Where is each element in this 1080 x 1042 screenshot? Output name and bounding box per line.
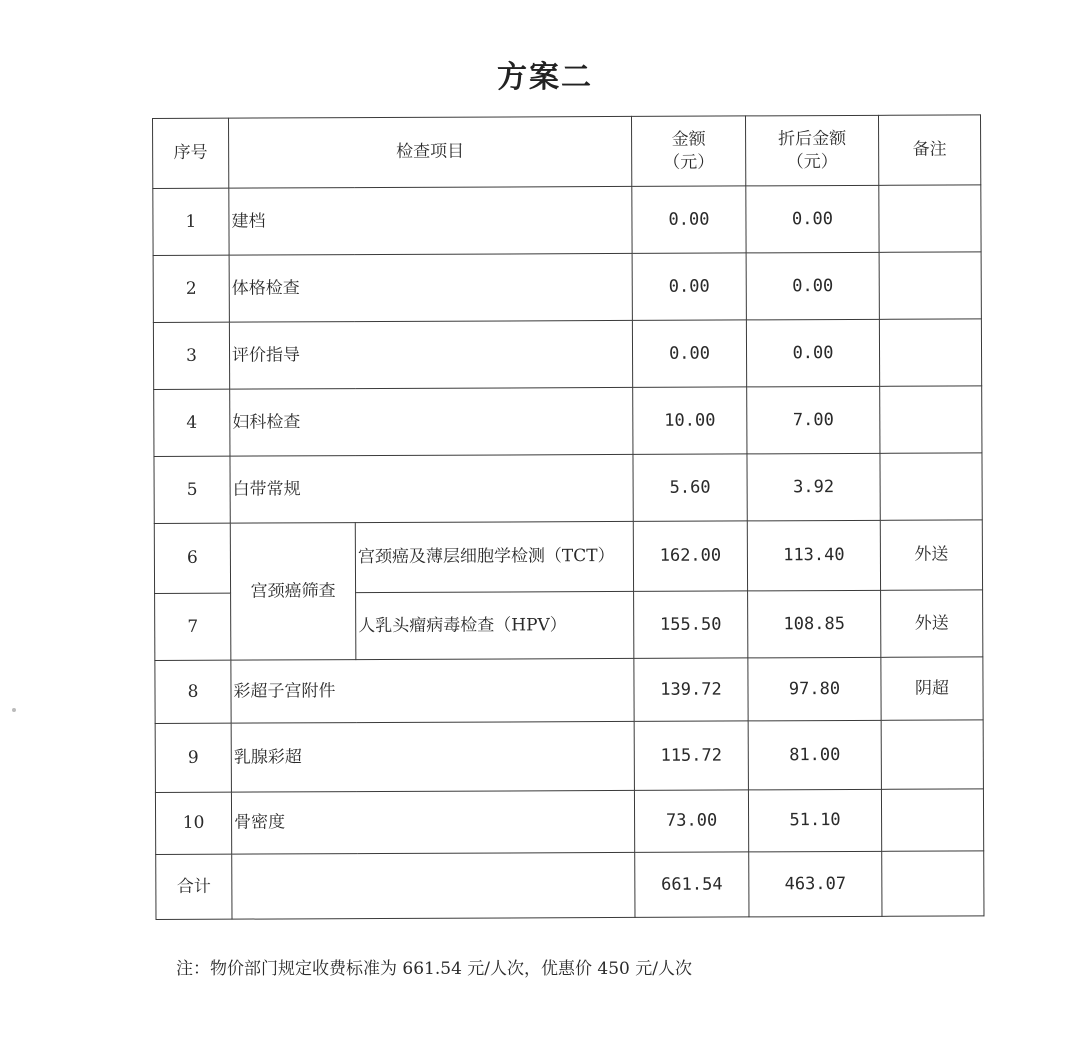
row-item: 妇科检查 xyxy=(230,388,633,457)
header-amount-line2: （元） xyxy=(663,152,715,173)
row-seq: 8 xyxy=(155,660,231,723)
header-discount-line2: （元） xyxy=(786,151,838,172)
total-item-empty xyxy=(232,852,635,919)
table-row xyxy=(153,319,981,390)
row-seq: 6 xyxy=(154,524,230,593)
table-row xyxy=(154,520,982,593)
row-discount: 81.00 xyxy=(748,720,881,790)
row-amount: 5.60 xyxy=(633,454,747,522)
table-row xyxy=(155,657,983,724)
row-item: 宫颈癌及薄层细胞学检测（TCT） xyxy=(355,522,633,592)
row-item: 彩超子宫附件 xyxy=(231,658,634,723)
row-amount: 10.00 xyxy=(633,387,747,455)
table-row xyxy=(155,789,983,855)
row-remark xyxy=(879,185,981,253)
scan-speck xyxy=(12,708,16,712)
row-amount: 0.00 xyxy=(632,320,746,388)
table-row xyxy=(154,386,982,457)
table-row xyxy=(153,185,981,256)
header-item: 检查项目 xyxy=(229,116,632,188)
row-item: 评价指导 xyxy=(229,321,632,390)
row-discount: 108.85 xyxy=(748,590,881,658)
header-amount xyxy=(631,116,745,187)
row-remark xyxy=(881,789,983,852)
row-amount: 0.00 xyxy=(632,186,746,254)
header-discount xyxy=(745,115,878,186)
total-label: 合计 xyxy=(156,854,232,919)
row-discount: 7.00 xyxy=(747,387,880,455)
row-amount: 155.50 xyxy=(634,590,748,658)
row-amount: 139.72 xyxy=(634,658,748,722)
row-amount: 0.00 xyxy=(632,253,746,321)
footnote: 注：物价部门规定收费标准为 661.54 元/人次，优惠价 450 元/人次 xyxy=(176,959,693,979)
row-item: 骨密度 xyxy=(231,790,634,854)
row-item: 人乳头瘤病毒检查（HPV） xyxy=(356,591,634,659)
row-remark xyxy=(881,720,983,790)
row-remark: 外送 xyxy=(880,520,982,590)
row-amount: 73.00 xyxy=(634,790,748,853)
row-discount: 51.10 xyxy=(748,789,881,852)
total-remark-empty xyxy=(882,851,984,917)
row-seq: 4 xyxy=(154,389,230,456)
row-remark: 阴超 xyxy=(881,657,983,721)
header-amount-line1: 金额 xyxy=(671,130,706,151)
row-seq: 3 xyxy=(153,322,229,389)
total-row xyxy=(156,851,984,920)
row-discount: 0.00 xyxy=(746,185,879,253)
row-discount: 0.00 xyxy=(746,320,879,388)
row-item: 乳腺彩超 xyxy=(231,721,634,792)
table-row xyxy=(155,720,983,793)
page-title: 方案二 xyxy=(497,60,593,95)
total-amount: 661.54 xyxy=(635,852,749,918)
group-label-cervical-screening: 宫颈癌筛查 xyxy=(230,523,356,660)
row-item: 白带常规 xyxy=(230,455,633,524)
row-amount: 115.72 xyxy=(634,721,748,791)
row-discount: 0.00 xyxy=(746,252,879,320)
table-row xyxy=(153,252,981,323)
row-seq: 5 xyxy=(154,457,230,524)
row-discount: 3.92 xyxy=(747,454,880,522)
row-remark xyxy=(879,319,981,387)
row-seq: 2 xyxy=(153,255,229,322)
row-amount: 162.00 xyxy=(633,521,747,591)
header-discount-line1: 折后金额 xyxy=(778,129,847,150)
row-seq: 1 xyxy=(153,188,229,255)
row-seq: 7 xyxy=(155,593,231,660)
row-remark: 外送 xyxy=(881,589,983,657)
header-remark: 备注 xyxy=(878,115,980,186)
row-discount: 113.40 xyxy=(747,521,880,591)
total-discount: 463.07 xyxy=(749,851,882,917)
row-seq: 10 xyxy=(155,792,231,854)
header-seq: 序号 xyxy=(153,118,229,188)
row-seq: 9 xyxy=(155,723,231,792)
row-discount: 97.80 xyxy=(748,657,881,721)
row-item: 体格检查 xyxy=(229,254,632,323)
table-header-row xyxy=(153,115,981,189)
fee-table xyxy=(152,114,984,920)
row-remark xyxy=(880,386,982,454)
row-item: 建档 xyxy=(229,186,632,255)
table-row xyxy=(154,453,982,524)
row-remark xyxy=(880,453,982,521)
row-remark xyxy=(879,252,981,320)
